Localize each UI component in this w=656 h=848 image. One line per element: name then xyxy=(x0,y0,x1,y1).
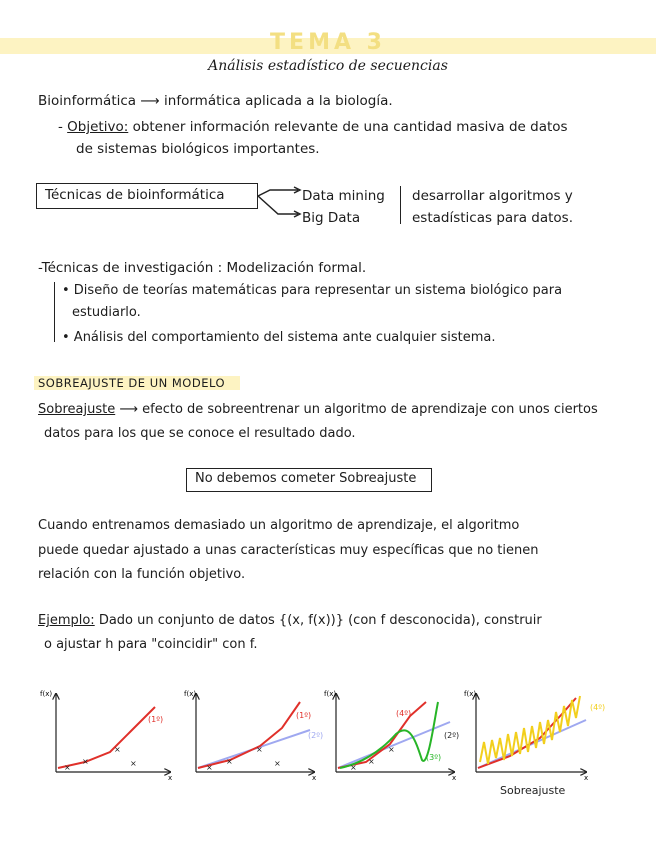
objective-label: Objetivo: xyxy=(67,119,129,135)
objective-text-1: obtener información relevante de una cantidad masiva de datos xyxy=(132,119,568,135)
objective-line: - Objetivo: obtener información relevante de una cantidad masiva de datos xyxy=(58,119,568,135)
graph-4-label-4: (4º) xyxy=(590,703,606,712)
warning-box xyxy=(186,468,432,492)
graph-3-label-4: (4º) xyxy=(396,709,412,718)
graph-1-y-label: f(x) xyxy=(40,690,53,698)
graph-2-x-label: x xyxy=(312,774,317,782)
graph-3-x-label: x xyxy=(452,774,457,782)
warning-box-label: No debemos cometer Sobreajuste xyxy=(195,471,417,486)
tecnicas-goal-1: desarrollar algoritmos y xyxy=(412,188,573,204)
example-text-2: o ajustar h para "coincidir" con f. xyxy=(44,637,258,652)
big-data: Big Data xyxy=(302,210,361,226)
branch-arrows-icon xyxy=(256,184,306,224)
sobreajuste-def-2: datos para los que se conoce el resultado dado. xyxy=(44,426,356,441)
svg-text:×: × xyxy=(274,759,281,768)
investigacion-bullet-2: • Análisis del comportamiento del sistema ante cualquier sistema. xyxy=(62,330,496,345)
graph-2-y-label: f(x) xyxy=(184,690,197,698)
paragraph-line-2: puede quedar ajustado a unas características muy específicas que no tienen xyxy=(38,543,539,558)
svg-text:×: × xyxy=(368,757,375,766)
data-mining: Data mining xyxy=(302,188,385,204)
graph-2-label-2: (2º) xyxy=(308,731,324,740)
page-subtitle: Análisis estadístico de secuencias xyxy=(208,58,448,74)
investigacion-bullet-1a: • Diseño de teorías matemáticas para representar un sistema biológico para xyxy=(62,283,563,298)
bio-term: Bioinformática xyxy=(38,93,137,109)
graph-3 xyxy=(324,690,459,782)
section-heading: SOBREAJUSTE DE UN MODELO xyxy=(38,376,226,390)
investigacion-bullet-1b: estudiarlo. xyxy=(72,305,141,320)
graph-1-x-label: x xyxy=(168,774,173,782)
svg-text:×: × xyxy=(114,745,121,754)
svg-text:×: × xyxy=(256,745,263,754)
graph-3-y-label: f(x) xyxy=(324,690,337,698)
investigacion-heading: -Técnicas de investigación : Modelización formal. xyxy=(38,260,367,276)
arrow-right-icon: ⟶ xyxy=(119,402,138,417)
example-line-1 xyxy=(38,613,542,628)
graph-caption: Sobreajuste xyxy=(500,784,566,797)
bio-definition: informática aplicada a la biología. xyxy=(164,93,393,109)
page-title: TEMA 3 xyxy=(270,30,386,55)
tecnicas-box-label: Técnicas de bioinformática xyxy=(45,187,225,203)
bio-line xyxy=(38,93,393,109)
graph-2 xyxy=(184,690,323,782)
example-text-1: Dado un conjunto de datos {(x, f(x))} (con f desconocida), construir xyxy=(98,613,542,628)
svg-text:×: × xyxy=(64,763,71,772)
sobreajuste-line xyxy=(38,402,598,417)
graph-2-label-1: (1º) xyxy=(296,711,312,720)
sobreajuste-label: Sobreajuste xyxy=(38,402,116,417)
paragraph-line-1: Cuando entrenamos demasiado un algoritmo de aprendizaje, el algoritmo xyxy=(38,518,520,533)
svg-text:×: × xyxy=(226,757,233,766)
investigacion-brace xyxy=(54,282,55,342)
sobreajuste-def-1: efecto de sobreentrenar un algoritmo de aprendizaje con unos ciertos xyxy=(142,402,598,417)
graph-4 xyxy=(464,690,605,782)
svg-text:×: × xyxy=(130,759,137,768)
overfitting-graphs xyxy=(30,682,630,802)
graph-4-y-label: f(x) xyxy=(464,690,477,698)
svg-text:×: × xyxy=(82,757,89,766)
graph-3-label-3: (3º) xyxy=(426,753,442,762)
graph-1 xyxy=(40,690,172,782)
graph-3-label-2: (2º) xyxy=(444,731,460,740)
svg-text:×: × xyxy=(388,745,395,754)
graph-4-x-label: x xyxy=(584,774,589,782)
example-label: Ejemplo: xyxy=(38,613,95,628)
svg-text:×: × xyxy=(206,763,213,772)
svg-text:×: × xyxy=(350,763,357,772)
objective-text-2: de sistemas biológicos importantes. xyxy=(76,141,320,157)
tecnicas-goal-2: estadísticas para datos. xyxy=(412,210,573,226)
graph-1-label: (1º) xyxy=(148,715,164,724)
arrow-right-icon: ⟶ xyxy=(140,93,160,109)
brace xyxy=(400,186,401,224)
tecnicas-box xyxy=(36,183,258,209)
paragraph-line-3: relación con la función objetivo. xyxy=(38,567,246,582)
